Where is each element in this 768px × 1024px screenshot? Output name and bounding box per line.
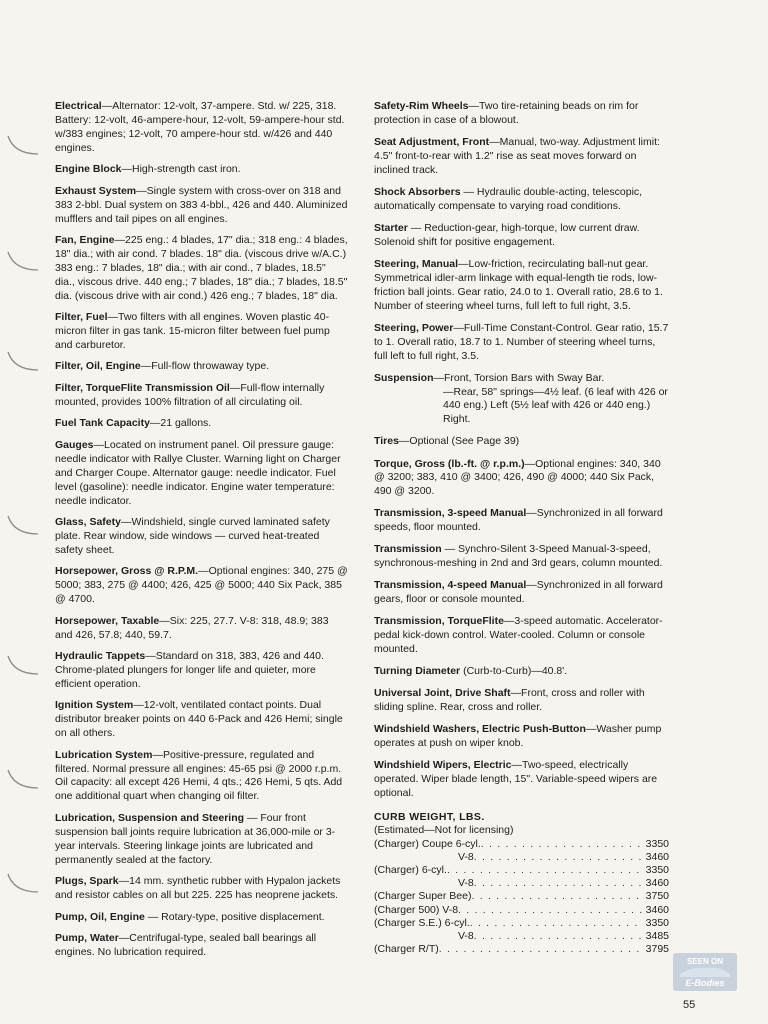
curb-weight-row — [374, 930, 669, 943]
spec-title: Steering, Manual — [374, 257, 459, 270]
spec-entry-torque-gross-lb-ft-r-p-m — [374, 458, 669, 500]
spec-entry-windshield-washers-electric-push-button — [374, 723, 669, 751]
spec-text: —12-volt, ventilated contact points. Dual distributor breaker points on 440 6-Pack and 426 Hemi; single on all others. — [55, 699, 343, 740]
spec-entry-exhaust-system — [55, 185, 348, 227]
curb-weight-table — [374, 811, 669, 956]
curb-weight-row — [374, 917, 669, 930]
curb-weight-row — [374, 838, 669, 851]
spec-title: Hydraulic Tappets — [55, 650, 146, 663]
spec-text: —Single system with cross-over on 318 and 383 2-bbl. Dual system on 383 4-bbl., 426 and 440. Aluminized mufflers and tail pipes on all engines. — [55, 184, 348, 225]
spec-entry-plugs-spark — [55, 875, 348, 903]
spec-title: Pump, Oil, Engine — [55, 910, 145, 923]
spec-entry-transmission — [374, 543, 669, 571]
spec-title: Pump, Water — [55, 932, 119, 944]
spec-text: —Standard on 318, 383, 426 and 440. Chrome-plated plungers for longer life and quieter, more efficient operation. — [55, 650, 324, 690]
curb-weight-row — [374, 851, 669, 864]
spec-title: Filter, Fuel — [55, 311, 108, 324]
spec-title: Torque, Gross (lb.-ft. @ r.p.m.) — [374, 457, 525, 470]
spec-text: —Front, Torsion Bars with Sway Bar. — [433, 371, 605, 384]
spec-text: —3-speed automatic. Accelerator-pedal kick-down control. Water-cooled. Column or console mounted. — [374, 615, 663, 656]
spec-text: —Positive-pressure, regulated and filtered. Normal pressure all engines: 45-65 psi @ 2000 r.p.m. Oil capacity: all except 426 Hemi, 4 qts.; 426 Hemi, 5 qts. Add one additional quart when changing oil filter. — [55, 748, 343, 803]
svg-text:SEEN ON: SEEN ON — [686, 957, 724, 966]
spec-text: —Synchronized in all forward gears, floor or console mounted. — [374, 579, 663, 606]
spec-entry-windshield-wipers-electric — [374, 759, 669, 801]
curb-weight-label: (Charger) 6-cyl. — [374, 863, 447, 876]
spec-text: —Front, cross and roller with sliding spline. Rear, cross and roller. — [374, 687, 645, 714]
spec-title: Electrical — [55, 100, 102, 112]
spec-text: —Alternator: 12-volt, 37-ampere. Std. w/ 225, 318. Battery: 12-volt, 46-ampere-hour, 12-volt, 59-ampere-hour std. w/383 engines; 12-volt, 70 ampere-hour std. w/426 and 440 engines. — [55, 100, 345, 154]
spec-entry-steering-manual — [374, 258, 669, 314]
spec-text: —21 gallons. — [149, 417, 212, 430]
spec-entry-suspension — [374, 372, 669, 428]
dot-leader — [474, 877, 642, 890]
dot-leader — [439, 943, 642, 956]
curb-weight-row — [374, 877, 669, 890]
spec-text: —Full-Time Constant-Control. Gear ratio, 15.7 to 1. Overall ratio, 18.7 to 1. Number of steering wheel turns, full left to full right, 3.5. — [374, 321, 669, 362]
spec-entry-tires — [374, 435, 669, 449]
spec-title: Turning Diameter — [374, 665, 461, 678]
binder-hole-mark — [6, 512, 40, 538]
spec-text: —Full-flow throwaway type. — [140, 360, 270, 373]
binder-hole-mark — [6, 348, 40, 374]
spec-text: —Low-friction, recirculating ball-nut gear. Symmetrical idler-arm linkage with equal-length tie rods, low-friction ball joints. Gear ratio, 24.0 to 1. Overall ratio, 28.6 to 1. Number of steering wheel turns, full left to full right, 3.5. — [374, 257, 663, 312]
spec-text: —Six: 225, 27.7. V-8: 318, 48.9; 383 and 426, 57.8; 440, 59.7. — [55, 614, 329, 641]
curb-weight-label: V-8 — [458, 929, 474, 942]
spec-text: —Two-speed, electrically operated. Wiper blade length, 15". Variable-speed wipers are optional. — [374, 759, 658, 800]
dot-leader — [481, 838, 642, 851]
dot-leader — [447, 864, 642, 877]
curb-weight-label: V-8 — [458, 850, 474, 863]
spec-text: —Manual, two-way. Adjustment limit: 4.5" front-to-rear with 1.2" rise as seat moves forward on inclined track. — [374, 136, 660, 176]
spec-title: Glass, Safety — [55, 516, 121, 528]
spec-title: Plugs, Spark — [55, 875, 119, 888]
spec-title: Fuel Tank Capacity — [55, 417, 150, 430]
binder-hole-mark — [6, 766, 40, 792]
spec-title: Starter — [374, 221, 408, 234]
spec-title: Transmission, 3-speed Manual — [374, 507, 527, 520]
seen-on-ebodies-watermark — [672, 952, 738, 992]
spec-title: Safety-Rim Wheels — [374, 100, 469, 112]
spec-entry-starter — [374, 222, 669, 250]
curb-weight-title: CURB WEIGHT, LBS. — [374, 811, 485, 824]
spec-title: Filter, Oil, Engine — [55, 360, 141, 373]
spec-title: Steering, Power — [374, 321, 454, 334]
curb-weight-row — [374, 943, 669, 956]
curb-weight-label: (Charger R/T) — [374, 943, 439, 956]
specs-right-top — [374, 100, 669, 363]
spec-title: Transmission — [374, 543, 442, 556]
spec-text: —Windshield, single curved laminated safety plate. Rear window, side windows — curved heat-treated safety sheet. — [55, 516, 330, 556]
spec-text: —Two filters with all engines. Woven plastic 40-micron filter in gas tank. 15-micron filter between fuel pump and carburetor. — [55, 311, 330, 351]
spec-text: —Full-flow internally mounted, provides 100% filtration of all circulating oil. — [55, 381, 325, 408]
curb-weight-row — [374, 904, 669, 917]
curb-weight-value: 3350 — [645, 916, 669, 929]
spec-title: Windshield Wipers, Electric — [374, 759, 512, 772]
spec-text: —Optional engines: 340, 340 @ 3200; 383, 410 @ 3400; 426, 490 @ 4000; 440 Six Pack, 490 @ 3200. — [374, 457, 661, 498]
spec-entry-transmission-torqueflite — [374, 615, 669, 657]
curb-weight-value: 3350 — [645, 837, 669, 850]
spec-entry-filter-torqueflite-transmission-oil — [55, 382, 348, 410]
spec-entry-universal-joint-drive-shaft — [374, 687, 669, 715]
spec-title: Transmission, 4-speed Manual — [374, 579, 527, 592]
spec-entry-engine-block — [55, 163, 348, 177]
curb-weight-row — [374, 890, 669, 903]
curb-weight-value: 3750 — [645, 890, 669, 903]
spec-title: Lubrication System — [55, 748, 153, 761]
curb-weight-value: 3460 — [645, 877, 669, 890]
spec-title: Ignition System — [55, 699, 134, 712]
spec-entry-fan-engine — [55, 234, 348, 304]
binder-hole-mark — [6, 248, 40, 274]
curb-weight-value: 3460 — [645, 850, 669, 863]
spec-title: Gauges — [55, 438, 94, 451]
curb-weight-label: V-8 — [458, 877, 474, 890]
spec-text: —Centrifugal-type, sealed ball bearings all engines. No lubrication required. — [55, 932, 317, 958]
spec-entry-fuel-tank-capacity — [55, 417, 348, 431]
spec-text-rear: —Rear, 58" springs—4½ leaf. (6 leaf with 426 or 440 eng.) Left (5½ leaf with 426 or 440 eng.) Right. — [443, 385, 668, 426]
spec-entry-safety-rim-wheels — [374, 100, 669, 128]
curb-weight-value: 3485 — [645, 929, 669, 942]
spec-title: Exhaust System — [55, 184, 137, 197]
curb-weight-value: 3350 — [645, 863, 669, 876]
binder-hole-mark — [6, 870, 40, 896]
spec-entry-steering-power — [374, 322, 669, 364]
spec-entry-ignition-system — [55, 699, 348, 741]
curb-weight-label: (Charger 500) V-8 — [374, 903, 459, 916]
spec-text: —14 mm. synthetic rubber with Hypalon jackets and resistor cables on all but 225. 225 has neoprene jackets. — [55, 875, 341, 901]
spec-title: Lubrication, Suspension and Steering — [55, 811, 245, 824]
spec-entry-transmission-4-speed-manual — [374, 579, 669, 607]
specs-left-column — [55, 100, 348, 967]
spec-entry-filter-fuel — [55, 311, 348, 353]
spec-title: Engine Block — [55, 163, 122, 176]
dot-leader — [474, 930, 642, 943]
spec-title: Tires — [374, 435, 399, 448]
spec-text: — Reduction-gear, high-torque, low current draw. Solenoid shift for positive engagement. — [374, 221, 640, 248]
spec-title: Universal Joint, Drive Shaft — [374, 687, 511, 700]
curb-weight-label: (Charger S.E.) 6-cyl. — [374, 916, 470, 929]
specs-right-bottom — [374, 435, 669, 801]
spec-text: —Located on instrument panel. Oil pressure gauge: needle indicator with Rallye Cluster. Warning light on Charger and Charger Coupe. Alternator gauge: needle indicator. Fuel level (gasoline): needle indicator. Engine water temperature: needle indicator. — [55, 438, 341, 507]
curb-weight-rows — [374, 838, 669, 957]
dot-leader — [458, 904, 642, 917]
curb-weight-value: 3795 — [645, 943, 669, 956]
spec-text: —Washer pump operates at push on wiper knob. — [374, 723, 662, 750]
spec-entry-pump-oil-engine — [55, 911, 348, 925]
spec-text: —225 eng.: 4 blades, 17" dia.; 318 eng.: 4 blades, 18" dia.; with air cond. 7 blades. 18" dia. (viscous drive w/A.C.) 383 eng.: 7 blades, 18" dia.; with air cond., 7 blades, 18.5" dia., viscous drive. 440 eng.; 7 blades, 18" dia.; 7 blades, 18.5" dia. (viscous drive with air cond.) 426 eng.; 7 blades, 18" dia. — [55, 234, 348, 302]
spec-entry-lubrication-system — [55, 749, 348, 805]
spec-entry-glass-safety — [55, 516, 348, 558]
spec-entry-seat-adjustment-front — [374, 136, 669, 178]
curb-weight-label: (Charger) Coupe 6-cyl. — [374, 837, 481, 850]
specs-right-column — [374, 100, 669, 956]
curb-weight-value: 3460 — [645, 903, 669, 916]
page-number: 55 — [683, 999, 696, 1011]
binder-hole-mark — [6, 652, 40, 678]
spec-title: Filter, TorqueFlite Transmission Oil — [55, 381, 230, 394]
spec-entry-pump-water — [55, 932, 348, 960]
spec-text: —High-strength cast iron. — [121, 163, 241, 176]
binder-hole-mark — [6, 132, 40, 158]
spec-entry-horsepower-gross-r-p-m — [55, 565, 348, 607]
spec-title: Shock Absorbers — [374, 185, 461, 198]
spec-entry-transmission-3-speed-manual — [374, 507, 669, 535]
dot-leader — [474, 851, 642, 864]
spec-text: —Synchronized in all forward speeds, floor mounted. — [374, 507, 663, 534]
curb-weight-row — [374, 864, 669, 877]
spec-entry-turning-diameter — [374, 665, 669, 679]
spec-entry-lubrication-suspension-and-steering — [55, 812, 348, 868]
spec-text: —Two tire-retaining beads on rim for protection in case of a blowout. — [374, 100, 639, 126]
spec-entry-shock-absorbers — [374, 186, 669, 214]
spec-title: Windshield Washers, Electric Push-Button — [374, 723, 586, 736]
spec-title: Transmission, TorqueFlite — [374, 615, 504, 628]
curb-weight-label: (Charger Super Bee) — [374, 890, 472, 903]
spec-text: — Hydraulic double-acting, telescopic, automatically compensate to varying road conditions. — [374, 185, 643, 212]
spec-text: —Optional engines: 340, 275 @ 5000; 383, 275 @ 4400; 426, 425 @ 5000; 440 Six Pack, 385 @ 4700. — [55, 565, 348, 606]
spec-entry-gauges — [55, 439, 348, 509]
spec-title: Fan, Engine — [55, 234, 115, 247]
curb-weight-subtitle: (Estimated—Not for licensing) — [374, 824, 514, 837]
spec-entry-electrical — [55, 100, 348, 156]
spec-text: — Synchro-Silent 3-Speed Manual-3-speed, synchronous-meshing in 2nd and 3rd gears, column mounted. — [374, 543, 663, 570]
spec-title: Seat Adjustment, Front — [374, 136, 490, 148]
svg-text:E-Bodies: E-Bodies — [685, 978, 725, 988]
binder-holes — [0, 0, 40, 1024]
spec-entry-horsepower-taxable — [55, 615, 348, 643]
spec-entry-hydraulic-tappets — [55, 650, 348, 692]
dot-leader — [471, 890, 641, 903]
spec-title: Horsepower, Taxable — [55, 614, 160, 627]
spec-title: Horsepower, Gross @ R.P.M. — [55, 565, 199, 578]
spec-text: —Optional (See Page 39) — [398, 435, 520, 448]
spec-entry-filter-oil-engine — [55, 360, 348, 374]
spec-text: (Curb-to-Curb)—40.8'. — [460, 665, 568, 678]
spec-text: — Rotary-type, positive displacement. — [144, 910, 325, 923]
spec-text: — Four front suspension ball joints require lubrication at 36,000-mile or 3-year intervals. Steering linkage joints are lubricated and permanently sealed at the factory. — [55, 811, 336, 866]
dot-leader — [470, 917, 642, 930]
spec-title: Suspension — [374, 371, 434, 384]
